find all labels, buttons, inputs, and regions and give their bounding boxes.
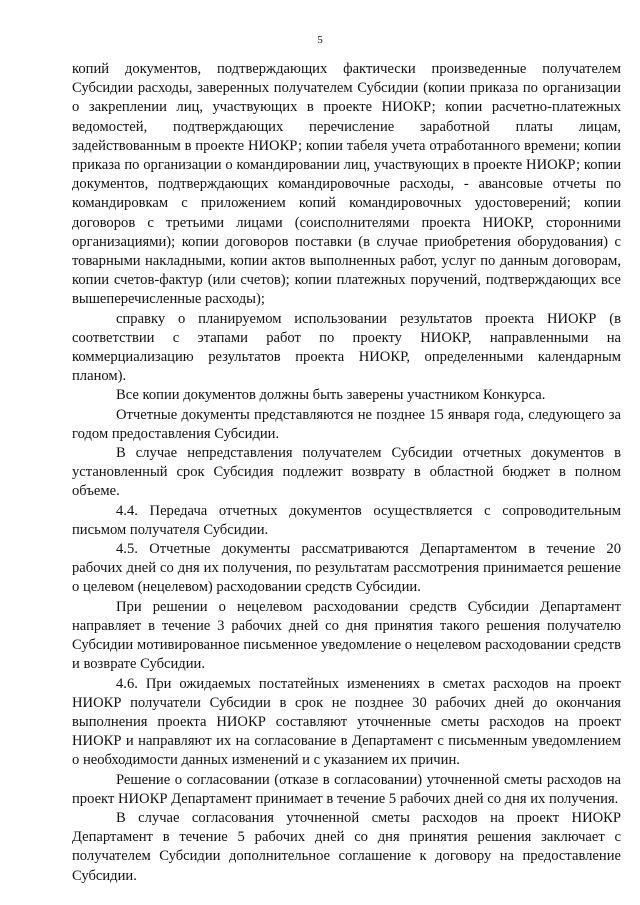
paragraph-results-reference: справку о планируемом использовании результатов проекта НИОКР (в соответствии с этапами работ по проекту НИОКР, направленными на коммерциализацию результатов проекта НИОКР, определенными календарным планом). (72, 310, 621, 385)
document-body (72, 60, 621, 886)
paragraph-non-submission: В случае непредставления получателем Субсидии отчетных документов в установленный срок Субсидия подлежит возврату в областной бюджет в полном объеме. (72, 445, 621, 500)
paragraph-4-6: 4.6. При ожидаемых постатейных изменениях в сметах расходов на проект НИОКР получатели Субсидии в срок не позднее 30 рабочих дней до окончания выполнения проекта НИОКР составляют уточненные сметы расходов на проект НИОКР и направляют их на согласование в Департамент с письменным уведомлением о необходимости данных изменений и с указанием их причин. (72, 675, 621, 769)
paragraph-4-5: 4.5. Отчетные документы рассматриваются Департаментом в течение 20 рабочих дней со дня их получения, по результатам рассмотрения принимается решение о целевом (нецелевом) расходовании средств Субсидии. (72, 541, 621, 596)
paragraph-approval-decision: Решение о согласовании (отказе в согласовании) уточненной сметы расходов на проект НИОКР Департамент принимает в течение 5 рабочих дней со дня их получения. (72, 771, 621, 807)
paragraph-4-4: 4.4. Передача отчетных документов осуществляется с сопроводительным письмом получателя Субсидии. (72, 502, 621, 538)
paragraph-additional-agreement: В случае согласования уточненной сметы расходов на проект НИОКР Департамент в течение 5 рабочих дней со дня принятия решения заключает с получателем Субсидии дополнительное соглашение к договору на предоставление Субсидии. (72, 809, 621, 884)
paragraph-document-copies: копий документов, подтверждающих фактически произведенные получателем Субсидии расходы, заверенных получателем Субсидии (копии приказа по организации о закреплении лиц, участвующих в проекте НИОКР; копии расчетно-платежных ведомостей, подтверждающих перечисление заработной платы лицам, задействованным в проекте НИОКР; копии табеля учета отработанного времени; копии приказа по организации о командировании лиц, участвующих в проекте НИОКР; копии документов, подтверждающих командировочные расходы, - авансовые отчеты по командировкам с приложением копий командировочных удостоверений; копии договоров с третьими лицами (соисполнителями проекта НИОКР, сторонними организациями); копии договоров поставки (в случае приобретения оборудования) с товарными накладными, копии актов выполненных работ, услуг по данным договорам, копии счетов-фактур (или счетов); копии платежных поручений, подтверждающих все вышеперечисленные расходы); (72, 61, 621, 308)
page-number: 5 (317, 34, 323, 46)
paragraph-misuse-decision: При решении о нецелевом расходовании средств Субсидии Департамент направляет в течение 3 рабочих дней со дня принятия такого решения получателю Субсидии мотивированное письменное уведомление о нецелевом расходовании средств и возврате Субсидии. (72, 598, 621, 673)
paragraph-deadline: Отчетные документы представляются не позднее 15 января года, следующего за годом предоставления Субсидии. (72, 406, 621, 442)
paragraph-certification: Все копии документов должны быть заверены участником Конкурса. (116, 387, 546, 404)
